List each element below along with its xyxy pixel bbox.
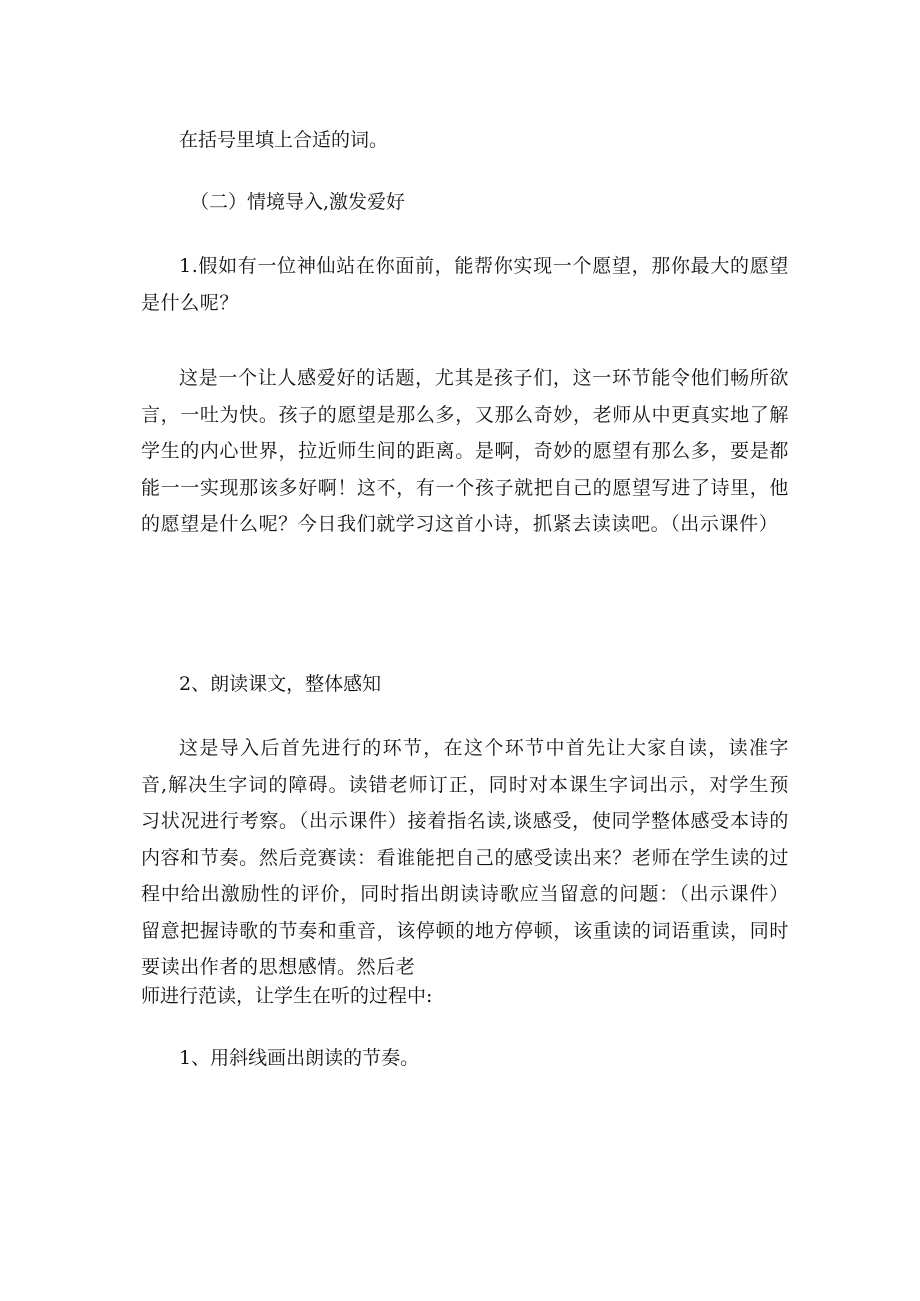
heading-reading: 2、朗读课文，整体感知 [179,673,382,695]
fill-instruction: 在括号里填上合适的词。 [179,129,389,151]
para-wish: 这是一个让人感爱好的话题，尤其是孩子们，这一环节能令他们畅所欲言，一吐为快。孩子的愿望是那么多，又那么奇妙，老师从中更真实地了解学生的内心世界，拉近师生间的距离。是啊，奇妙的愿望有那么多，要是都能一一实现那该多好啊！这不，有一个孩子就把自己的愿望写进了诗里，他的愿望是什么呢？今日我们就学习这首小诗，抓紧去读读吧。（出示课件） [141,367,789,535]
section-two-heading: （二）情境导入,激发爱好 [190,191,406,213]
para-reading: 这是导入后首先进行的环节，在这个环节中首先让大家自读，读准字音,解决生字词的障碍。读错老师订正，同时对本课生字词出示，对学生预习状况进行考察。（出示课件）接着指名读,谈感受，使同学整体感受本诗的内容和节奏。然后竞赛读：看谁能把自己的感受读出来？老师在学生读的过程中给出激励性的评价，同时指出朗读诗歌应当留意的问题：（出示课件）留意把握诗歌的节奏和重音，该停顿的地方停顿，该重读的词语重读，同时要读出作者的思想感情。然后老 [141,737,789,978]
question-one: 1.假如有一位神仙站在你面前，能帮你实现一个愿望，那你最大的愿望是什么呢？ [141,255,789,314]
para-reading-tail: 师进行范读，让学生在听的过程中: [141,985,433,1007]
task-one: 1、用斜线画出朗读的节奏。 [179,1047,420,1069]
